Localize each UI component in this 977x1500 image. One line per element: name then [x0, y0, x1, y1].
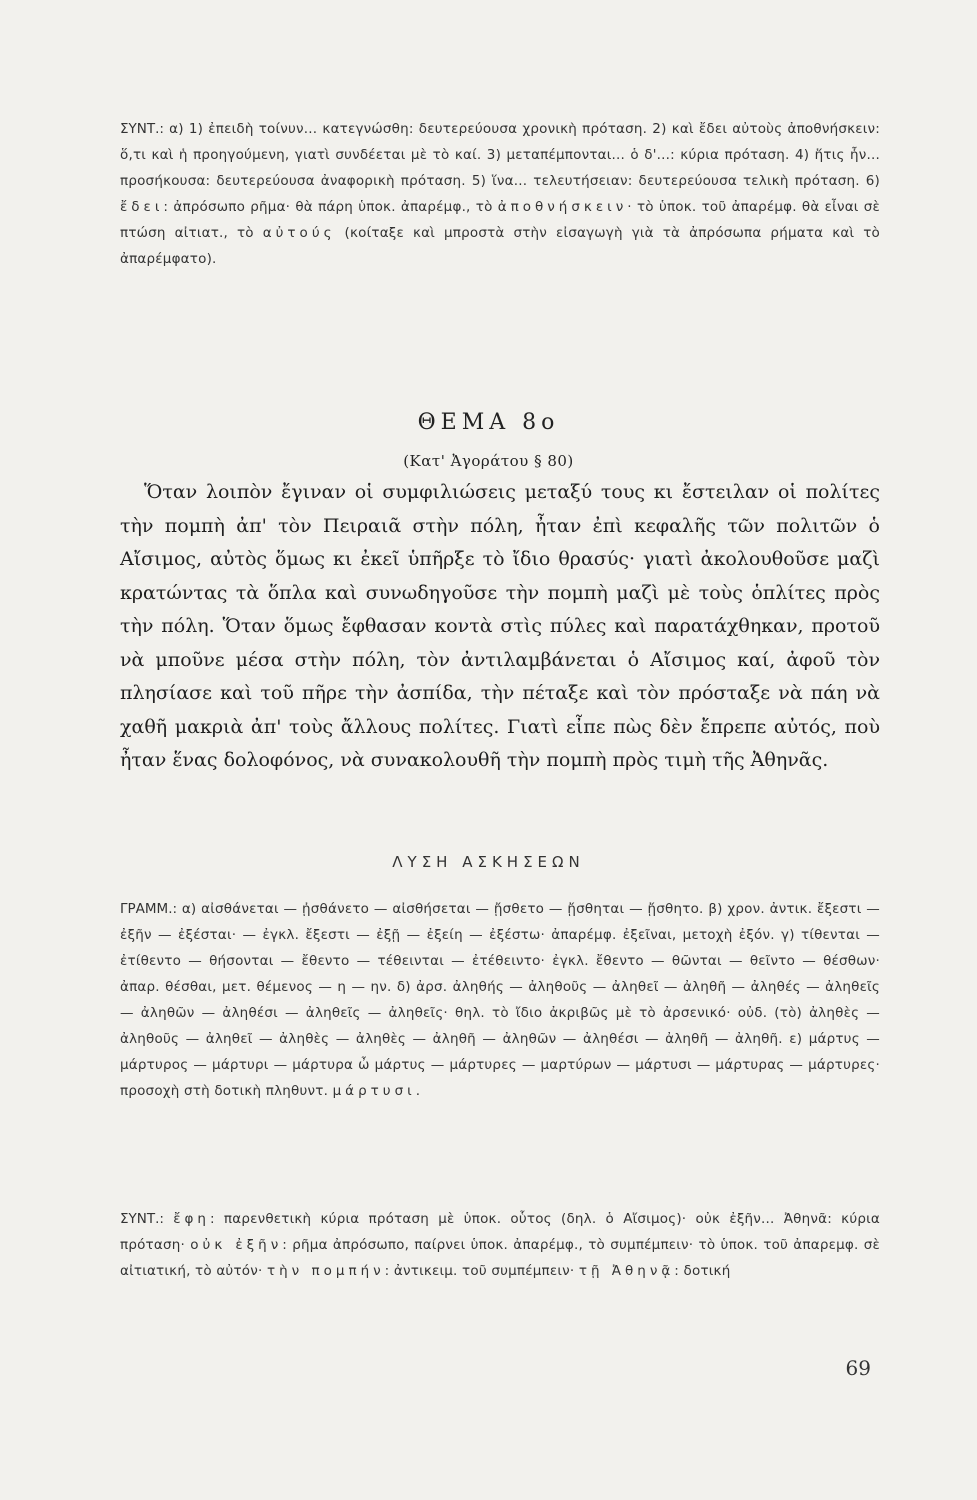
grammar-paragraph [120, 896, 880, 1104]
text-segment: : δοτική [674, 1263, 731, 1279]
syntax-block [120, 1206, 880, 1284]
syntax-label: ΣΥΝΤ.: [120, 121, 164, 137]
theme-title: ΘΕΜΑ 8ο [417, 410, 560, 435]
spaced-word: ἀποθνήσκειν [497, 199, 628, 215]
text-segment: : ρῆμα ἀπρόσωπο, παίρνει ὑποκ. ἀπαρέμφ., τὸ συμπέμπειν· τὸ ὑποκ. τοῦ ἀπαρεμφ. σὲ αἰτιατική, τὸ αὐτόν· [120, 1237, 880, 1279]
spaced-word: μάρτυσι [332, 1083, 416, 1099]
theme-translation [120, 476, 880, 778]
page-number: 69 [845, 1356, 871, 1380]
solution-heading: ΛΥΣΗ ΑΣΚΗΣΕΩΝ [392, 853, 585, 871]
spaced-word: οὐκ ἐξῆν [190, 1237, 283, 1253]
text-segment: : ἀντικειμ. τοῦ συμπέμπειν· [384, 1263, 579, 1279]
text-segment: (κοίταξε καὶ μπροστὰ στὴν εἰσαγωγὴ γιὰ τὰ ἀπρόσωπα ρήματα καὶ τὸ ἀπαρέμφατο). [120, 225, 880, 267]
grammar-label: ΓΡΑΜΜ.: [120, 901, 178, 917]
text-segment: · τὸ ὑποκ. τοῦ ἀπαρέμφ. θὰ εἶναι σὲ πτώση αἰτιατ., τὸ [120, 199, 880, 241]
spaced-word: ἔδει [120, 199, 164, 215]
theme-source: (Κατ' Ἀγοράτου § 80) [403, 452, 574, 470]
previous-syntax-block [120, 116, 880, 272]
spaced-word: τῇ Ἀθηνᾷ [578, 1263, 675, 1279]
text-segment: α) αἰσθάνεται — ᾐσθάνετο — αἰσθήσεται — ᾔσθετο — ᾔσθηται — ᾔσθητο. β) χρον. ἀντικ. ἔξεστι — ἐξῆν — ἐξέσται· — ἐγκλ. ἔξεστι — ἐξῇ — ἐξείη — ἐξέστω· ἀπαρέμφ. ἐξεῖναι, μετοχὴ ἐξόν. γ) τίθενται — ἐτίθεντο — θήσονται — ἔθεντο — τέθεινται — ἐτέθειντο· ἐγκλ. ἔθεντο — θῶνται — θεῖντο — θέσθων· ἀπαρ. θέσθαι, μετ. θέμενος — η — ην. δ) ἀρσ. ἀληθής — ἀληθοῦς — ἀληθεῖ — ἀληθῆ — ἀληθές — ἀληθεῖς — ἀληθῶν — ἀληθέσι — ἀληθεῖς — ἀληθεῖς· θηλ. τὸ ἴδιο ἀκριβῶς μὲ τὸ ἀρσενικό· οὐδ. (τὸ) ἀληθὲς — ἀληθοῦς — ἀληθεῖ — ἀληθὲς — ἀληθὲς — ἀληθῆ — ἀληθῶν — ἀληθέσι — ἀληθῆ — ἀληθῆ. ε) μάρτυς — μάρτυρος — μάρτυρι — μάρτυρα ὦ μάρτυς — μάρτυρες — μαρτύρων — μάρτυσι — μάρτυρας — μάρτυρες· προσοχὴ στὴ δοτικὴ πληθυντ. [120, 901, 880, 1099]
syntax-label: ΣΥΝΤ.: [120, 1211, 164, 1227]
text-segment: . [415, 1083, 421, 1099]
spaced-word: ἔφη [173, 1211, 210, 1227]
text-segment: α) 1) ἐπειδὴ τοίνυν... κατεγνώσθη: δευτερεύουσα χρονικὴ πρόταση. 2) καὶ ἔδει αὐτοὺς ἀποθνήσκειν: ὅ,τι καὶ ἡ προηγούμενη, γιατὶ συνδέεται μὲ τὸ καί. 3) μεταπέμπονται... ὁ δ'...: κύρια πρόταση. 4) ἥτις ἦν... προσήκουσα: δευτερεύουσα ἀναφορικὴ πρόταση. 5) ἵνα... τελευτήσειαν: δευτερεύουσα τελικὴ πρόταση. 6) [120, 121, 880, 189]
spaced-word: αὐτούς [262, 225, 336, 241]
translation-paragraph: Ὅταν λοιπὸν ἔγιναν οἱ συμφιλιώσεις μεταξύ τους κι ἔστειλαν οἱ πολίτες τὴν πομπὴ ἀπ' τὸν Πειραιᾶ στὴν πόλη, ἦταν ἐπὶ κεφαλῆς τῶν πολιτῶν ὁ Αἴσιμος, αὐτὸς ὅμως κι ἐκεῖ ὑπῆρξε τὸ ἴδιο θρασύς· γιατὶ ἀκολουθοῦσε μαζὶ κρατώντας τὰ ὅπλα καὶ συνωδηγοῦσε τὴν πομπὴ μαζὶ μὲ τοὺς ὁπλίτες πρὸς τὴν πόλη. Ὅταν ὅμως ἔφθασαν κοντὰ στὶς πύλες καὶ παρατάχθηκαν, προτοῦ νὰ μποῦνε μέσα στὴν πόλη, τὸν ἀντιλαμβάνεται ὁ Αἴσιμος καί, ἀφοῦ τὸν πλησίασε καὶ τοῦ πῆρε τὴν ἀσπίδα, τὴν πέταξε καὶ τὸν πρόσταξε νὰ πάη νὰ χαθῆ μακριὰ ἀπ' τοὺς ἄλλους πολίτες. Γιατὶ εἶπε πὼς δὲν ἔπρεπε αὐτός, ποὺ ἦταν ἕνας δολοφόνος, νὰ συνακολουθῆ τὴν πομπὴ πρὸς τιμὴ τῆς Ἀθηνᾶς. [120, 481, 880, 771]
previous-syntax-paragraph [120, 116, 880, 272]
syntax-paragraph [120, 1206, 880, 1284]
spaced-word: τὴν πομπήν [266, 1263, 385, 1279]
text-segment: : ἀπρόσωπο ρῆμα· θὰ πάρη ὑποκ. ἀπαρέμφ., τὸ [163, 199, 498, 215]
text-segment: : παρενθετικὴ κύρια πρόταση μὲ ὑποκ. οὗτος (δηλ. ὁ Αἴσιμος)· οὐκ ἐξῆν... Ἀθηνᾶ: κύρια πρόταση· [120, 1211, 880, 1253]
grammar-block [120, 896, 880, 1104]
